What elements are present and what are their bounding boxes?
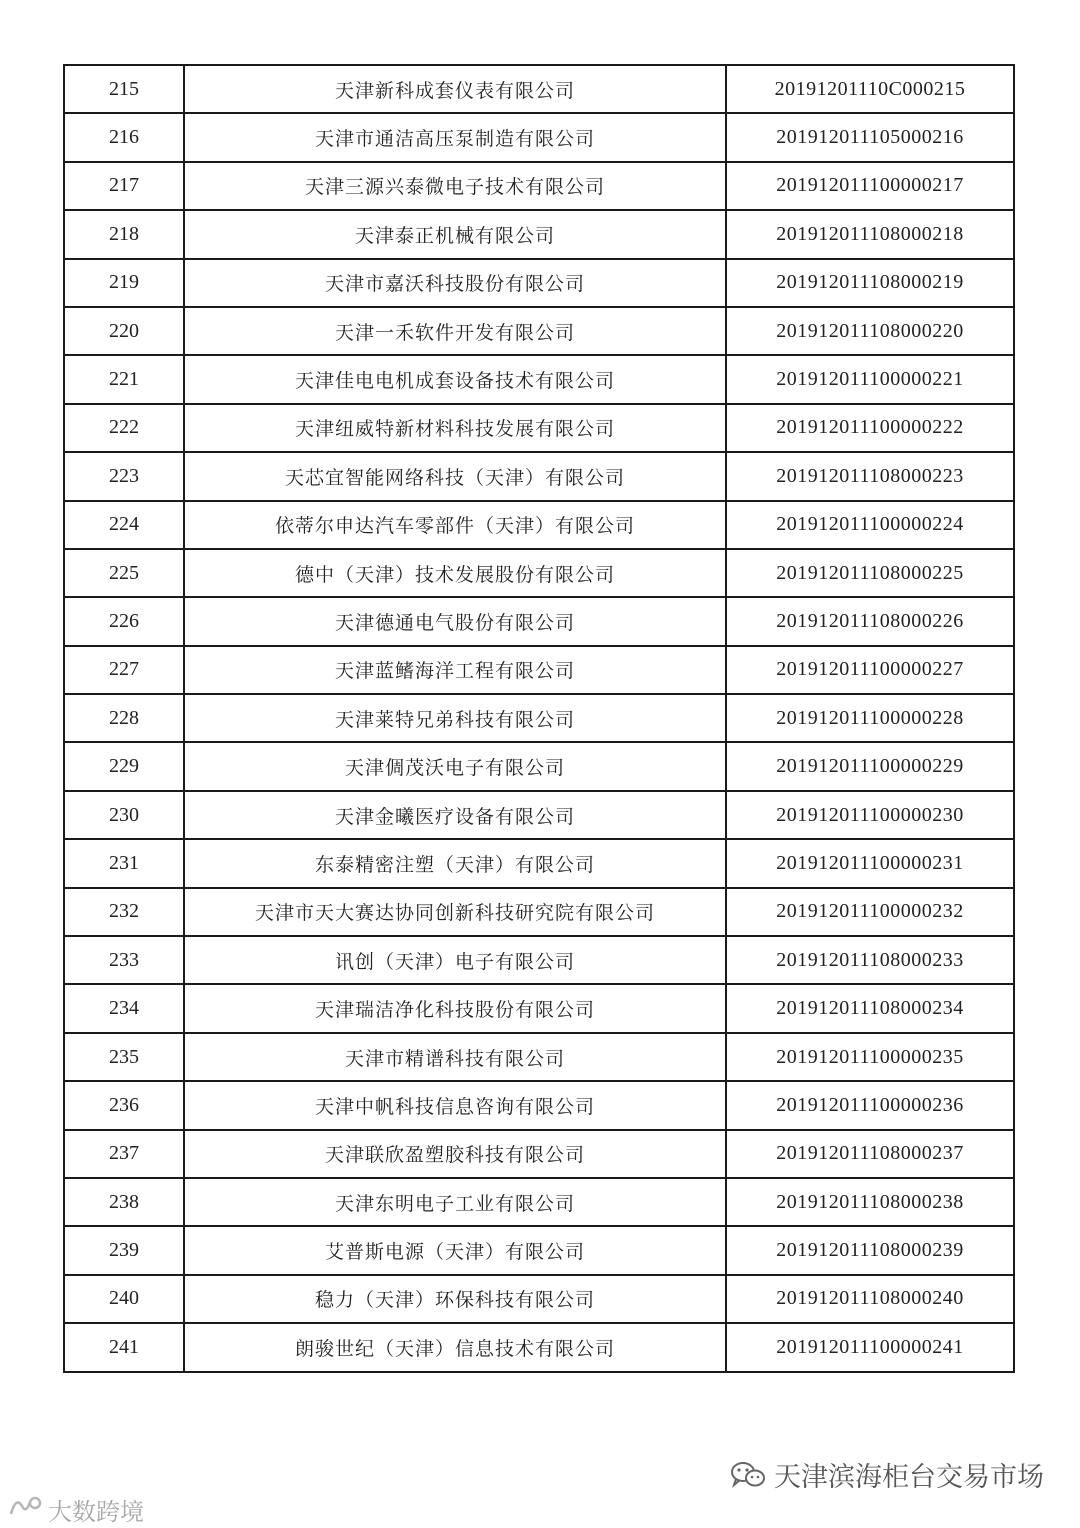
row-number-cell: 238	[64, 1178, 184, 1226]
company-name-cell: 讯创（天津）电子有限公司	[184, 936, 726, 984]
row-number-cell: 227	[64, 646, 184, 694]
watermark-text: 大数跨境	[48, 1498, 144, 1526]
company-list-table	[63, 64, 1015, 1373]
company-name-cell: 天津联欣盈塑胶科技有限公司	[184, 1130, 726, 1178]
row-number-cell: 228	[64, 694, 184, 742]
company-name-cell: 天芯宜智能网络科技（天津）有限公司	[184, 452, 726, 500]
row-number-cell: 226	[64, 597, 184, 645]
registration-code-cell: 201912011108000226	[726, 597, 1014, 645]
row-number-cell: 233	[64, 936, 184, 984]
registration-code-cell: 201912011108000220	[726, 307, 1014, 355]
table-row	[64, 791, 1014, 839]
registration-code-cell: 201912011100000241	[726, 1323, 1014, 1371]
table-row	[64, 404, 1014, 452]
registration-code-cell: 201912011108000238	[726, 1178, 1014, 1226]
row-number-cell: 232	[64, 888, 184, 936]
row-number-cell: 215	[64, 65, 184, 113]
company-name-cell: 天津泰正机械有限公司	[184, 210, 726, 258]
table-row	[64, 162, 1014, 210]
table-body	[64, 65, 1014, 1372]
table-row	[64, 694, 1014, 742]
table-row	[64, 65, 1014, 113]
row-number-cell: 229	[64, 742, 184, 790]
company-name-cell: 天津德通电气股份有限公司	[184, 597, 726, 645]
company-name-cell: 天津莱特兄弟科技有限公司	[184, 694, 726, 742]
row-number-cell: 217	[64, 162, 184, 210]
company-name-cell: 天津中帆科技信息咨询有限公司	[184, 1081, 726, 1129]
company-name-cell: 天津瑞洁净化科技股份有限公司	[184, 984, 726, 1032]
table-row	[64, 1178, 1014, 1226]
registration-code-cell: 201912011100000222	[726, 404, 1014, 452]
row-number-cell: 241	[64, 1323, 184, 1371]
table-row	[64, 936, 1014, 984]
company-name-cell: 天津倜茂沃电子有限公司	[184, 742, 726, 790]
watermark-logo-icon	[8, 1494, 42, 1526]
row-number-cell: 223	[64, 452, 184, 500]
table-row	[64, 646, 1014, 694]
registration-code-cell: 201912011100000236	[726, 1081, 1014, 1129]
company-name-cell: 天津蓝鳍海洋工程有限公司	[184, 646, 726, 694]
table-row	[64, 1130, 1014, 1178]
table-row	[64, 355, 1014, 403]
registration-code-cell: 201912011108000233	[726, 936, 1014, 984]
registration-code-cell: 201912011108000237	[726, 1130, 1014, 1178]
company-name-cell: 天津市精谱科技有限公司	[184, 1033, 726, 1081]
company-name-cell: 依蒂尔申达汽车零部件（天津）有限公司	[184, 501, 726, 549]
row-number-cell: 240	[64, 1275, 184, 1323]
row-number-cell: 235	[64, 1033, 184, 1081]
footer-brand-text: 天津滨海柜台交易市场	[774, 1462, 1044, 1493]
registration-code-cell: 201912011100000224	[726, 501, 1014, 549]
registration-code-cell: 201912011108000218	[726, 210, 1014, 258]
company-name-cell: 天津纽威特新材料科技发展有限公司	[184, 404, 726, 452]
table-row	[64, 501, 1014, 549]
registration-code-cell: 201912011100000227	[726, 646, 1014, 694]
table-row	[64, 888, 1014, 936]
registration-code-cell: 201912011108000234	[726, 984, 1014, 1032]
row-number-cell: 218	[64, 210, 184, 258]
registration-code-cell: 201912011100000229	[726, 742, 1014, 790]
company-name-cell: 天津东明电子工业有限公司	[184, 1178, 726, 1226]
table-row	[64, 984, 1014, 1032]
row-number-cell: 216	[64, 113, 184, 161]
registration-code-cell: 201912011108000225	[726, 549, 1014, 597]
company-name-cell: 天津佳电电机成套设备技术有限公司	[184, 355, 726, 403]
row-number-cell: 237	[64, 1130, 184, 1178]
wechat-icon	[730, 1461, 766, 1489]
company-name-cell: 天津新科成套仪表有限公司	[184, 65, 726, 113]
watermark	[8, 1492, 144, 1527]
registration-code-cell: 201912011108000239	[726, 1226, 1014, 1274]
registration-code-cell: 201912011100000230	[726, 791, 1014, 839]
company-name-cell: 稳力（天津）环保科技有限公司	[184, 1275, 726, 1323]
table-row	[64, 113, 1014, 161]
table-row	[64, 1081, 1014, 1129]
table-row	[64, 307, 1014, 355]
company-name-cell: 天津三源兴泰微电子技术有限公司	[184, 162, 726, 210]
registration-code-cell: 201912011108000240	[726, 1275, 1014, 1323]
company-name-cell: 天津市天大赛达协同创新科技研究院有限公司	[184, 888, 726, 936]
table-row	[64, 1275, 1014, 1323]
registration-code-cell: 201912011108000219	[726, 259, 1014, 307]
company-name-cell: 天津金曦医疗设备有限公司	[184, 791, 726, 839]
registration-code-cell: 201912011108000223	[726, 452, 1014, 500]
row-number-cell: 234	[64, 984, 184, 1032]
registration-code-cell: 201912011100000217	[726, 162, 1014, 210]
registration-code-cell: 201912011105000216	[726, 113, 1014, 161]
row-number-cell: 219	[64, 259, 184, 307]
registration-code-cell: 201912011100000231	[726, 839, 1014, 887]
table-row	[64, 1226, 1014, 1274]
row-number-cell: 231	[64, 839, 184, 887]
table-row	[64, 259, 1014, 307]
company-name-cell: 天津市嘉沃科技股份有限公司	[184, 259, 726, 307]
table-row	[64, 839, 1014, 887]
registration-code-cell: 201912011100000235	[726, 1033, 1014, 1081]
row-number-cell: 236	[64, 1081, 184, 1129]
table-row	[64, 549, 1014, 597]
table-row	[64, 1323, 1014, 1371]
footer-brand	[730, 1455, 1044, 1494]
table-row	[64, 210, 1014, 258]
row-number-cell: 222	[64, 404, 184, 452]
row-number-cell: 230	[64, 791, 184, 839]
row-number-cell: 221	[64, 355, 184, 403]
company-name-cell: 东泰精密注塑（天津）有限公司	[184, 839, 726, 887]
company-name-cell: 天津市通洁高压泵制造有限公司	[184, 113, 726, 161]
row-number-cell: 224	[64, 501, 184, 549]
table-row	[64, 1033, 1014, 1081]
company-name-cell: 德中（天津）技术发展股份有限公司	[184, 549, 726, 597]
company-name-cell: 艾普斯电源（天津）有限公司	[184, 1226, 726, 1274]
row-number-cell: 220	[64, 307, 184, 355]
registration-code-cell: 201912011100000232	[726, 888, 1014, 936]
row-number-cell: 239	[64, 1226, 184, 1274]
registration-code-cell: 20191201110C000215	[726, 65, 1014, 113]
row-number-cell: 225	[64, 549, 184, 597]
registration-code-cell: 201912011100000221	[726, 355, 1014, 403]
company-name-cell: 朗骏世纪（天津）信息技术有限公司	[184, 1323, 726, 1371]
company-name-cell: 天津一禾软件开发有限公司	[184, 307, 726, 355]
table-row	[64, 597, 1014, 645]
registration-code-cell: 201912011100000228	[726, 694, 1014, 742]
table-row	[64, 452, 1014, 500]
table-row	[64, 742, 1014, 790]
